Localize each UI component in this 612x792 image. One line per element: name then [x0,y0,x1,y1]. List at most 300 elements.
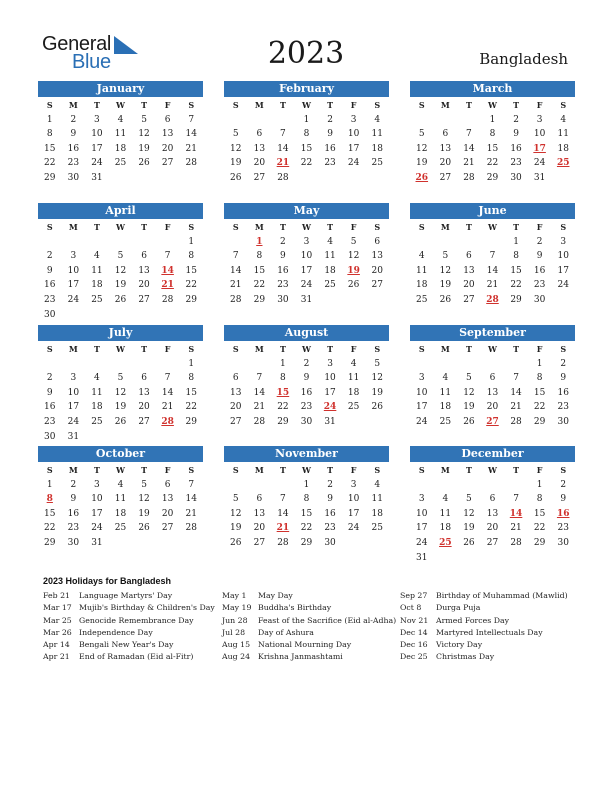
day-cell: 20 [138,280,150,291]
empty-day-cell [109,357,133,372]
day-cell: 2 [70,479,77,490]
holiday-name: Christmas Day [436,652,495,662]
holiday-date: Sep 27 [400,591,428,600]
weekday-label: F [350,100,357,110]
day-cell: 30 [324,537,336,548]
day-cell: 11 [439,387,452,398]
day-cell: 22 [185,402,197,413]
day-cell: 17 [67,402,80,413]
holiday-day-cell: 21 [276,158,290,169]
month-day-grid [410,98,575,186]
day-cell: 19 [114,402,127,413]
day-cell: 24 [347,158,360,169]
month-header: December [410,446,575,462]
weekday-label: T [513,100,520,110]
month-october [38,446,203,551]
day-cell: 6 [256,494,263,505]
day-cell: 18 [347,387,360,398]
day-cell: 11 [324,251,336,262]
day-cell: 19 [114,280,127,291]
country-name: Bangladesh [479,50,568,68]
day-cell: 14 [185,494,197,505]
day-cell: 1 [303,114,310,125]
weekday-label: T [513,222,520,232]
weekday-label: S [46,222,53,232]
holiday-name: Genocide Remembrance Day [79,615,194,625]
holiday-row [43,651,219,663]
day-cell: 12 [439,265,452,276]
day-cell: 27 [161,158,174,169]
day-cell: 1 [536,479,543,490]
day-cell: 29 [44,172,56,183]
month-december [410,446,575,565]
holiday-name: Buddha's Birthday [258,603,332,613]
day-cell: 26 [463,537,475,548]
day-cell: 9 [46,265,53,276]
day-cell: 18 [416,280,428,291]
holiday-row [400,627,580,639]
day-cell: 12 [138,494,150,505]
weekday-label: T [513,465,520,475]
holiday-column [400,590,580,664]
holiday-name: May Day [258,591,293,600]
month-september [410,325,575,430]
day-cell: 19 [138,508,150,519]
day-cell: 5 [232,129,239,140]
holiday-day-cell: 26 [415,172,429,183]
holiday-day-cell: 28 [161,416,174,427]
weekday-label: T [93,465,100,475]
day-cell: 26 [138,158,150,169]
weekday-label: F [536,100,543,110]
weekday-label: S [46,344,53,354]
day-cell: 20 [486,523,499,534]
day-cell: 13 [371,251,383,262]
empty-day-cell [156,235,180,250]
day-cell: 11 [114,129,127,140]
weekday-label: T [93,222,100,232]
day-cell: 30 [67,172,80,183]
month-day-grid [38,463,203,551]
day-cell: 12 [138,129,150,140]
weekday-label: W [116,222,125,232]
day-cell: 13 [161,494,174,505]
day-cell: 26 [138,523,150,534]
empty-day-cell [504,478,528,493]
holiday-day-cell: 24 [323,402,337,413]
weekday-label: S [374,100,381,110]
day-cell: 30 [557,416,569,427]
day-cell: 26 [114,416,127,427]
day-cell: 10 [91,129,103,140]
month-may [224,203,389,308]
day-cell: 23 [557,523,569,534]
day-cell: 23 [44,294,56,305]
month-january [38,81,203,186]
day-cell: 5 [141,479,147,490]
day-cell: 21 [486,280,499,291]
day-cell: 14 [277,508,289,519]
day-cell: 4 [117,479,124,490]
day-cell: 16 [44,402,56,413]
day-cell: 17 [300,265,313,276]
day-cell: 6 [141,373,147,384]
day-cell: 6 [489,373,496,384]
day-cell: 13 [486,387,499,398]
day-cell: 29 [533,416,546,427]
day-cell: 26 [371,402,383,413]
holiday-row [400,651,580,663]
day-cell: 12 [371,373,383,384]
day-cell: 28 [185,523,197,534]
day-cell: 19 [463,402,475,413]
month-day-grid [38,98,203,186]
day-cell: 29 [533,537,546,548]
day-cell: 29 [510,294,522,305]
empty-day-cell [410,113,434,128]
day-cell: 27 [486,537,499,548]
day-cell: 25 [114,523,127,534]
weekday-label: T [327,222,334,232]
day-cell: 26 [114,294,127,305]
month-day-grid [38,342,203,444]
day-cell: 17 [347,508,360,519]
day-cell: 16 [510,143,522,154]
month-header: January [38,81,203,97]
month-header: September [410,325,575,341]
day-cell: 5 [350,236,357,247]
holiday-name: Mujib's Birthday & Children's Day [79,603,215,613]
day-cell: 15 [44,143,56,154]
day-cell: 25 [371,158,383,169]
day-cell: 19 [138,143,150,154]
day-cell: 27 [371,280,383,291]
day-cell: 19 [230,523,242,534]
holiday-date: Mar 26 [43,627,72,637]
day-cell: 2 [70,114,77,125]
weekday-label: W [302,344,311,354]
day-cell: 1 [280,358,286,369]
day-cell: 9 [327,129,333,140]
empty-day-cell [434,478,458,493]
holiday-row [400,639,580,651]
month-november [224,446,389,551]
holiday-date: Feb 21 [43,591,70,600]
day-cell: 6 [164,114,171,125]
holiday-name: Armed Forces Day [436,615,510,625]
month-february [224,81,389,186]
day-cell: 15 [486,143,499,154]
holiday-row [43,615,219,627]
holiday-date: Nov 21 [400,615,429,625]
day-cell: 12 [463,508,475,519]
weekday-label: F [164,465,171,475]
weekday-label: S [560,465,567,475]
day-cell: 24 [416,537,428,548]
weekday-label: F [536,465,543,475]
day-cell: 18 [91,402,103,413]
day-cell: 3 [303,236,310,247]
day-cell: 1 [46,479,53,490]
empty-day-cell [434,113,458,128]
weekday-label: T [279,222,286,232]
empty-day-cell [224,235,248,250]
holiday-date: Dec 14 [400,627,428,637]
empty-day-cell [410,235,434,250]
holiday-date: Oct 8 [400,603,422,613]
weekday-label: F [164,344,171,354]
day-cell: 20 [161,143,174,154]
day-cell: 10 [300,251,313,262]
weekday-label: S [232,222,239,232]
day-cell: 28 [463,172,475,183]
day-cell: 18 [91,280,103,291]
day-cell: 1 [303,479,310,490]
day-cell: 30 [557,537,569,548]
day-cell: 16 [300,387,313,398]
month-august [224,325,389,430]
day-cell: 2 [560,358,567,369]
holiday-date: May 19 [222,603,252,613]
day-cell: 20 [253,523,266,534]
weekday-label: W [488,465,497,475]
weekday-label: F [164,100,171,110]
empty-day-cell [481,357,505,372]
holiday-day-cell: 8 [46,494,53,505]
month-day-grid [224,463,389,551]
logo-word-blue: Blue [72,51,111,73]
day-cell: 3 [94,114,100,125]
day-cell: 3 [350,479,357,490]
day-cell: 1 [513,236,519,247]
day-cell: 14 [230,265,242,276]
empty-day-cell [481,235,505,250]
day-cell: 23 [324,523,336,534]
day-cell: 15 [185,387,197,398]
empty-day-cell [109,235,133,250]
weekday-label: M [440,222,450,232]
day-cell: 6 [374,236,381,247]
holiday-date: Mar 17 [43,603,72,613]
weekday-label: T [279,465,286,475]
day-cell: 10 [347,494,360,505]
holiday-date: Aug 15 [222,640,251,650]
holiday-row [222,639,398,651]
weekday-label: T [465,344,472,354]
empty-day-cell [38,235,62,250]
holiday-day-cell: 19 [347,265,360,276]
holiday-name: Independence Day [79,627,153,637]
empty-day-cell [410,357,434,372]
weekday-label: S [418,465,425,475]
day-cell: 21 [510,523,522,534]
day-cell: 7 [164,251,171,262]
day-cell: 23 [67,158,80,169]
day-cell: 29 [185,294,197,305]
day-cell: 11 [347,373,360,384]
day-cell: 30 [67,537,80,548]
empty-day-cell [224,478,248,493]
day-cell: 31 [91,537,103,548]
weekday-label: M [68,344,78,354]
day-cell: 12 [230,143,242,154]
day-cell: 29 [277,416,289,427]
day-cell: 5 [117,251,124,262]
day-cell: 10 [347,129,360,140]
holiday-name: Day of Ashura [258,627,314,637]
day-cell: 11 [416,265,428,276]
day-cell: 14 [277,143,289,154]
empty-day-cell [248,478,272,493]
day-cell: 10 [416,508,428,519]
day-cell: 8 [280,373,286,384]
day-cell: 10 [416,387,428,398]
day-cell: 31 [533,172,546,183]
holiday-day-cell: 28 [486,294,499,305]
day-cell: 1 [536,358,543,369]
day-cell: 26 [230,537,242,548]
holiday-name: Martyred Intellectuals Day [436,627,543,637]
day-cell: 17 [91,508,103,519]
day-cell: 9 [327,494,333,505]
holiday-row [43,639,219,651]
month-header: July [38,325,203,341]
day-cell: 24 [416,416,428,427]
day-cell: 15 [300,143,313,154]
month-june [410,203,575,308]
day-cell: 10 [533,129,546,140]
weekday-label: T [93,100,100,110]
day-cell: 13 [439,143,452,154]
day-cell: 4 [117,114,124,125]
day-cell: 6 [489,494,496,505]
weekday-label: T [465,100,472,110]
day-cell: 18 [371,508,383,519]
holiday-name: Victory Day [436,640,483,650]
day-cell: 29 [185,416,197,427]
empty-day-cell [457,113,481,128]
day-cell: 20 [371,265,383,276]
weekday-label: M [68,100,78,110]
weekday-label: M [440,465,450,475]
day-cell: 25 [91,294,103,305]
day-cell: 3 [350,114,357,125]
day-cell: 22 [300,158,313,169]
holiday-row [43,627,219,639]
day-cell: 28 [230,294,242,305]
holiday-day-cell: 21 [161,280,174,291]
day-cell: 7 [513,373,519,384]
day-cell: 5 [418,129,425,140]
month-march [410,81,575,186]
day-cell: 15 [300,508,313,519]
weekday-label: M [440,344,450,354]
holiday-row [400,590,580,602]
weekday-label: S [188,100,195,110]
day-cell: 14 [185,129,197,140]
weekday-label: T [141,465,148,475]
day-cell: 10 [557,251,569,262]
day-cell: 25 [371,523,383,534]
day-cell: 11 [91,265,103,276]
empty-day-cell [434,235,458,250]
weekday-label: W [302,100,311,110]
day-cell: 12 [230,508,242,519]
weekday-label: M [440,100,450,110]
month-header: June [410,203,575,219]
day-cell: 25 [91,416,103,427]
month-header: August [224,325,389,341]
day-cell: 24 [91,523,103,534]
month-header: March [410,81,575,97]
weekday-label: S [232,100,239,110]
weekday-label: F [350,222,357,232]
day-cell: 29 [44,537,56,548]
day-cell: 19 [416,158,428,169]
day-cell: 18 [324,265,336,276]
day-cell: 6 [232,373,239,384]
day-cell: 18 [439,523,452,534]
day-cell: 10 [324,373,336,384]
day-cell: 11 [371,129,383,140]
month-header: February [224,81,389,97]
day-cell: 6 [466,251,472,262]
day-cell: 3 [560,236,567,247]
holiday-name: Language Martyrs' Day [79,591,173,600]
day-cell: 9 [303,373,310,384]
weekday-label: W [116,465,125,475]
day-cell: 20 [161,508,174,519]
day-cell: 2 [327,479,333,490]
day-cell: 25 [114,158,127,169]
day-cell: 22 [533,523,546,534]
day-cell: 4 [442,494,449,505]
day-cell: 7 [513,494,519,505]
day-cell: 27 [253,172,266,183]
day-cell: 3 [70,373,77,384]
day-cell: 13 [161,129,174,140]
day-cell: 4 [442,373,449,384]
day-cell: 24 [67,294,80,305]
month-day-grid [38,220,203,322]
day-cell: 7 [232,251,239,262]
weekday-label: S [188,344,195,354]
empty-day-cell [434,357,458,372]
weekday-label: F [350,344,357,354]
day-cell: 22 [486,158,499,169]
day-cell: 21 [253,402,266,413]
day-cell: 21 [161,402,174,413]
day-cell: 16 [67,143,80,154]
day-cell: 24 [557,280,569,291]
day-cell: 23 [324,158,336,169]
empty-day-cell [248,357,272,372]
day-cell: 23 [44,416,56,427]
day-cell: 8 [513,251,519,262]
day-cell: 5 [232,494,239,505]
weekday-label: T [465,465,472,475]
day-cell: 2 [46,251,53,262]
weekday-label: S [418,222,425,232]
day-cell: 3 [418,494,425,505]
weekday-label: S [46,465,53,475]
day-cell: 2 [46,373,53,384]
month-april [38,203,203,322]
day-cell: 8 [188,373,195,384]
day-cell: 16 [324,508,336,519]
day-cell: 13 [463,265,475,276]
day-cell: 28 [161,294,174,305]
